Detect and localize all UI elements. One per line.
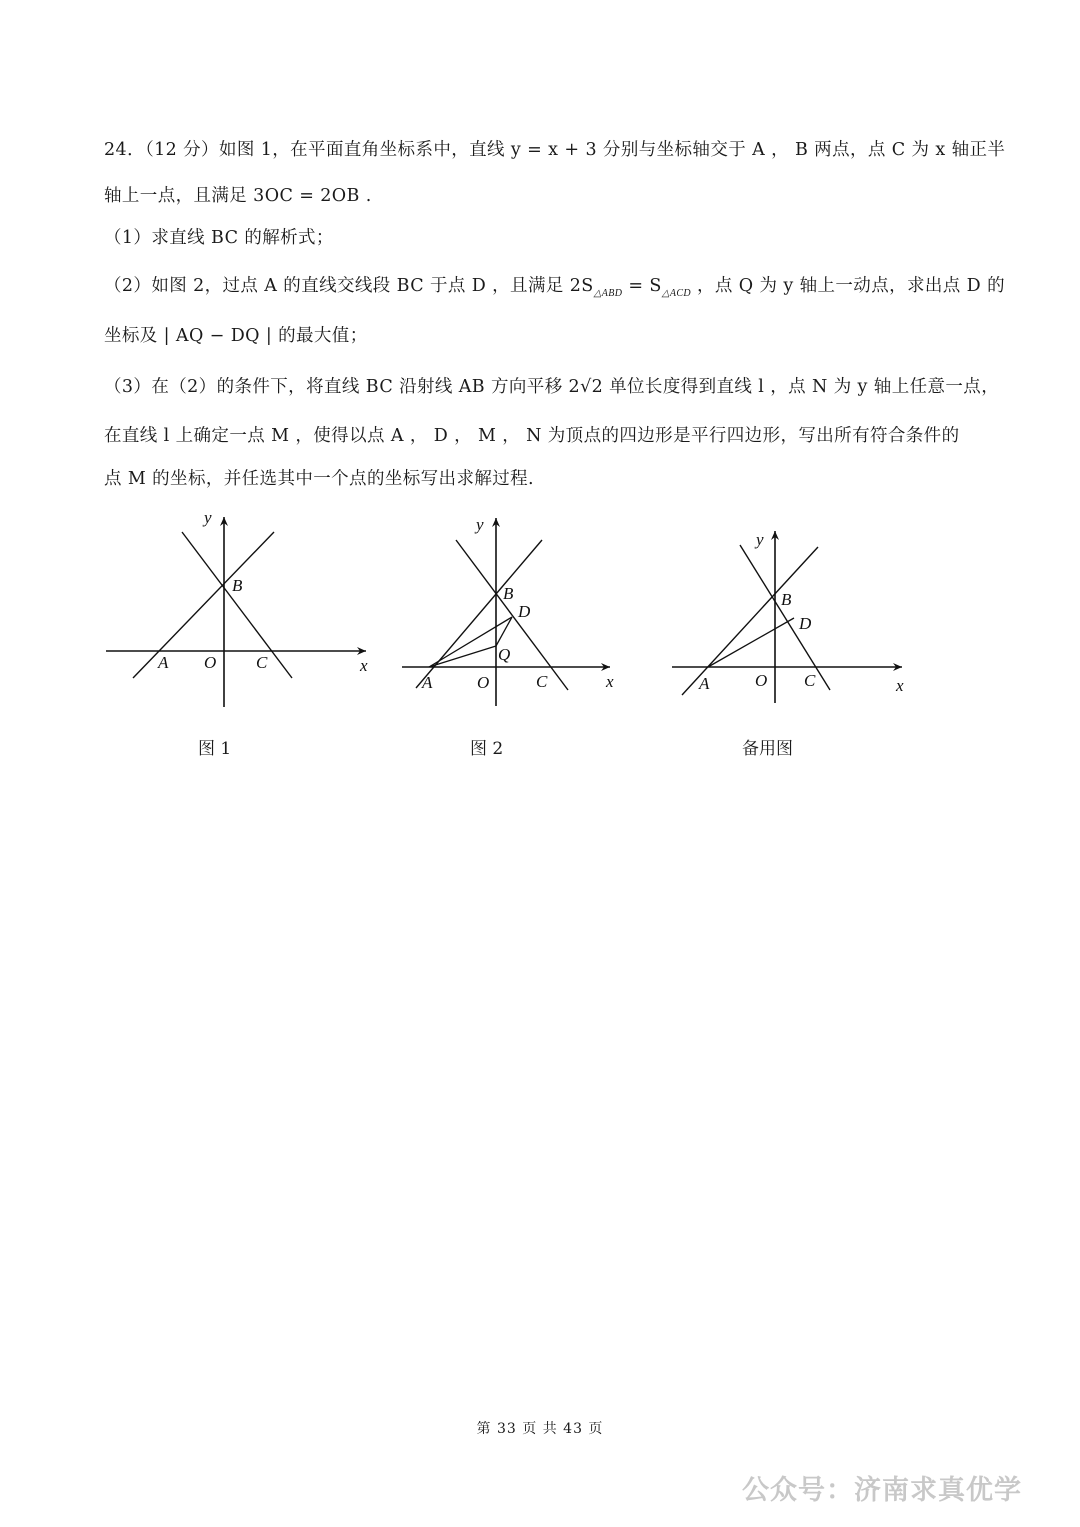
question-3-line-1: （3）在（2）的条件下，将直线 BC 沿射线 AB 方向平移 2√2 单位长度得到直线 l ，点 N 为 y 轴上任意一点， [104,377,1000,397]
segment-aq [429,646,496,667]
figure-backup-caption: 备用图 [742,739,793,759]
label-d: D [518,602,531,621]
line-bc [182,532,292,678]
question-2-equals: = S [622,276,662,296]
label-c: C [536,672,548,691]
watermark: 公众号：济南求真优学 [742,1475,1022,1506]
label-c: C [804,671,816,690]
label-y: y [756,530,764,549]
line-ab [682,547,818,695]
label-x: x [896,676,904,695]
figure-1 [100,505,390,724]
label-q: Q [498,645,511,664]
figure-2-caption: 图 2 [470,739,504,759]
label-b: B [781,590,792,609]
label-x: x [360,656,368,675]
label-a: A [422,673,433,692]
question-2-text-a: （2）如图 2，过点 A 的直线交线段 BC 于点 D ，且满足 2S [104,276,594,296]
question-3-line-3: 点 M 的坐标，并任选其中一个点的坐标写出求解过程. [104,469,535,489]
area-subscript-acd: △ACD [661,288,692,299]
label-y: y [476,515,484,534]
problem-line-1: 24．（12 分）如图 1，在平面直角坐标系中，直线 y = x + 3 分别与坐标轴交于 A ， B 两点，点 C 为 x 轴正半 [104,140,1006,160]
page-number: 第 33 页 共 43 页 [476,1421,604,1437]
label-a: A [158,653,169,672]
question-1: （1）求直线 BC 的解析式； [104,228,334,248]
label-o: O [755,671,768,690]
label-y: y [204,508,212,527]
label-a: A [699,674,710,693]
label-o: O [477,673,490,692]
label-b: B [503,584,514,603]
question-2-line-1 [104,272,1005,299]
figure-backup [668,525,913,714]
label-d: D [799,614,812,633]
label-o: O [204,653,217,672]
figure-1-caption: 图 1 [198,739,232,759]
question-2-text-b: ，点 Q 为 y 轴上一动点，求出点 D 的 [691,276,1005,296]
figure-2 [398,510,628,714]
question-3-line-2: 在直线 l 上确定一点 M ，使得以点 A ， D ， M ， N 为顶点的四边形是平行四边形，写出所有符合条件的 [104,426,960,446]
label-x: x [606,672,614,691]
segment-ad [708,618,794,667]
label-b: B [232,576,243,595]
question-2-line-2: 坐标及 | AQ − DQ | 的最大值； [104,326,368,346]
problem-line-2: 轴上一点，且满足 3OC = 2OB . [104,186,372,206]
area-subscript-abd: △ABD [593,288,623,299]
label-c: C [256,653,268,672]
